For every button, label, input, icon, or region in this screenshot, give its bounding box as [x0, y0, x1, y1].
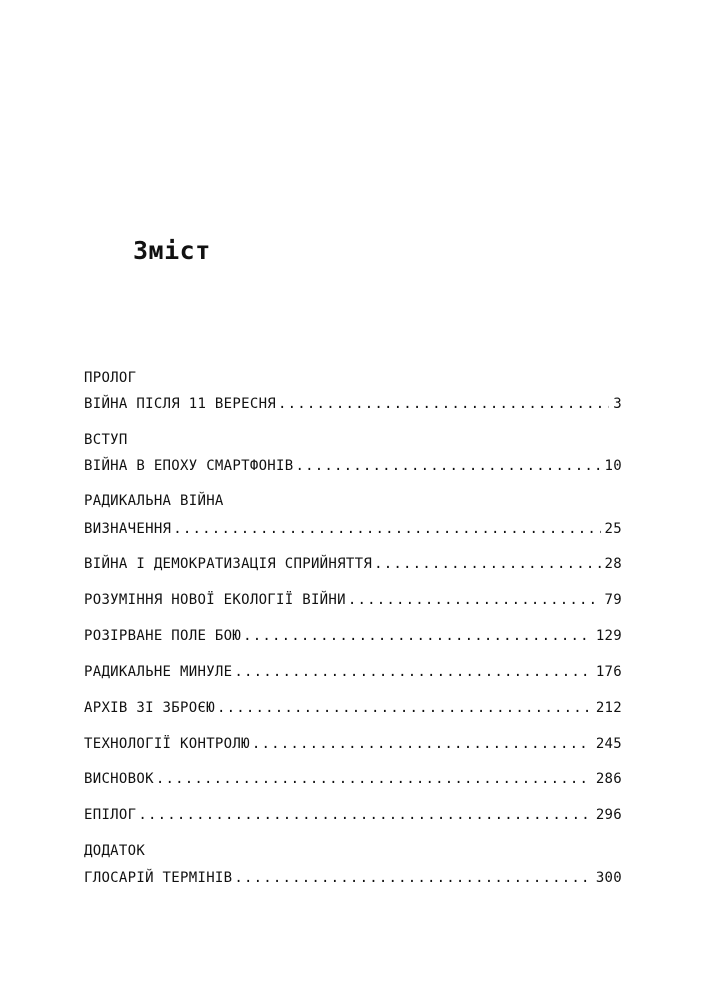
toc-entry-title: ТЕХНОЛОГІЇ КОНТРОЛЮ — [84, 736, 250, 752]
section-heading-prolog: ПРОЛОГ — [84, 370, 137, 386]
toc-entry-chapter[interactable] — [84, 734, 622, 754]
table-of-contents — [84, 368, 622, 888]
toc-page-number: 25 — [604, 521, 622, 537]
page-title: Зміст — [133, 236, 211, 265]
toc-page-number: 245 — [595, 736, 622, 752]
dot-leader — [374, 554, 600, 574]
dot-leader — [138, 805, 591, 825]
toc-page-number: 28 — [604, 556, 622, 572]
dot-leader — [243, 626, 592, 646]
toc-entry-chapter[interactable] — [84, 554, 622, 574]
toc-page-number: 79 — [604, 592, 622, 608]
toc-entry-prolog[interactable] — [84, 394, 622, 414]
section-heading-radical-war: РАДИКАЛЬНА ВІЙНА — [84, 493, 224, 509]
toc-page-number: 212 — [595, 700, 622, 716]
dot-leader — [173, 519, 600, 539]
dot-leader — [278, 394, 609, 414]
dot-leader — [234, 662, 591, 682]
dot-leader — [252, 734, 592, 754]
toc-entry-intro[interactable] — [84, 456, 622, 476]
toc-page-number: 286 — [595, 771, 622, 787]
toc-entry-chapter[interactable] — [84, 769, 622, 789]
toc-page-number: 300 — [595, 870, 622, 886]
toc-entry-title: РОЗУМІННЯ НОВОЇ ЕКОЛОГІЇ ВІЙНИ — [84, 592, 346, 608]
toc-entry-chapter[interactable] — [84, 698, 622, 718]
toc-entry-title: РОЗІРВАНЕ ПОЛЕ БОЮ — [84, 628, 242, 644]
toc-page-number: 3 — [613, 396, 622, 412]
toc-entry-title: РАДИКАЛЬНЕ МИНУЛЕ — [84, 664, 233, 680]
toc-entry-title: ВІЙНА І ДЕМОКРАТИЗАЦІЯ СПРИЙНЯТТЯ — [84, 556, 373, 572]
toc-entry-title: ЕПІЛОГ — [84, 807, 137, 823]
dot-leader — [348, 590, 601, 610]
section-heading-intro: ВСТУП — [84, 432, 128, 448]
toc-page-number: 296 — [595, 807, 622, 823]
toc-entry-title: АРХІВ ЗІ ЗБРОЄЮ — [84, 700, 215, 716]
toc-page-number: 129 — [595, 628, 622, 644]
section-heading-appendix: ДОДАТОК — [84, 843, 146, 859]
toc-page-number: 10 — [604, 458, 622, 474]
dot-leader — [296, 456, 601, 476]
toc-entry-chapter[interactable] — [84, 805, 622, 825]
toc-entry-chapter[interactable] — [84, 662, 622, 682]
toc-entry-title: ВИСНОВОК — [84, 771, 154, 787]
toc-entry-title: ВІЙНА В ЕПОХУ СМАРТФОНІВ — [84, 458, 294, 474]
toc-entry-definition[interactable] — [84, 519, 622, 539]
dot-leader — [234, 868, 591, 888]
toc-entry-chapter[interactable] — [84, 626, 622, 646]
toc-entry-chapter[interactable] — [84, 590, 622, 610]
toc-entry-title: ВІЙНА ПІСЛЯ 11 ВЕРЕСНЯ — [84, 396, 277, 412]
dot-leader — [217, 698, 592, 718]
toc-entry-glossary[interactable] — [84, 868, 622, 888]
toc-entry-title: ГЛОСАРІЙ ТЕРМІНІВ — [84, 870, 233, 886]
dot-leader — [156, 769, 592, 789]
toc-page-number: 176 — [595, 664, 622, 680]
toc-entry-title: ВИЗНАЧЕННЯ — [84, 521, 172, 537]
